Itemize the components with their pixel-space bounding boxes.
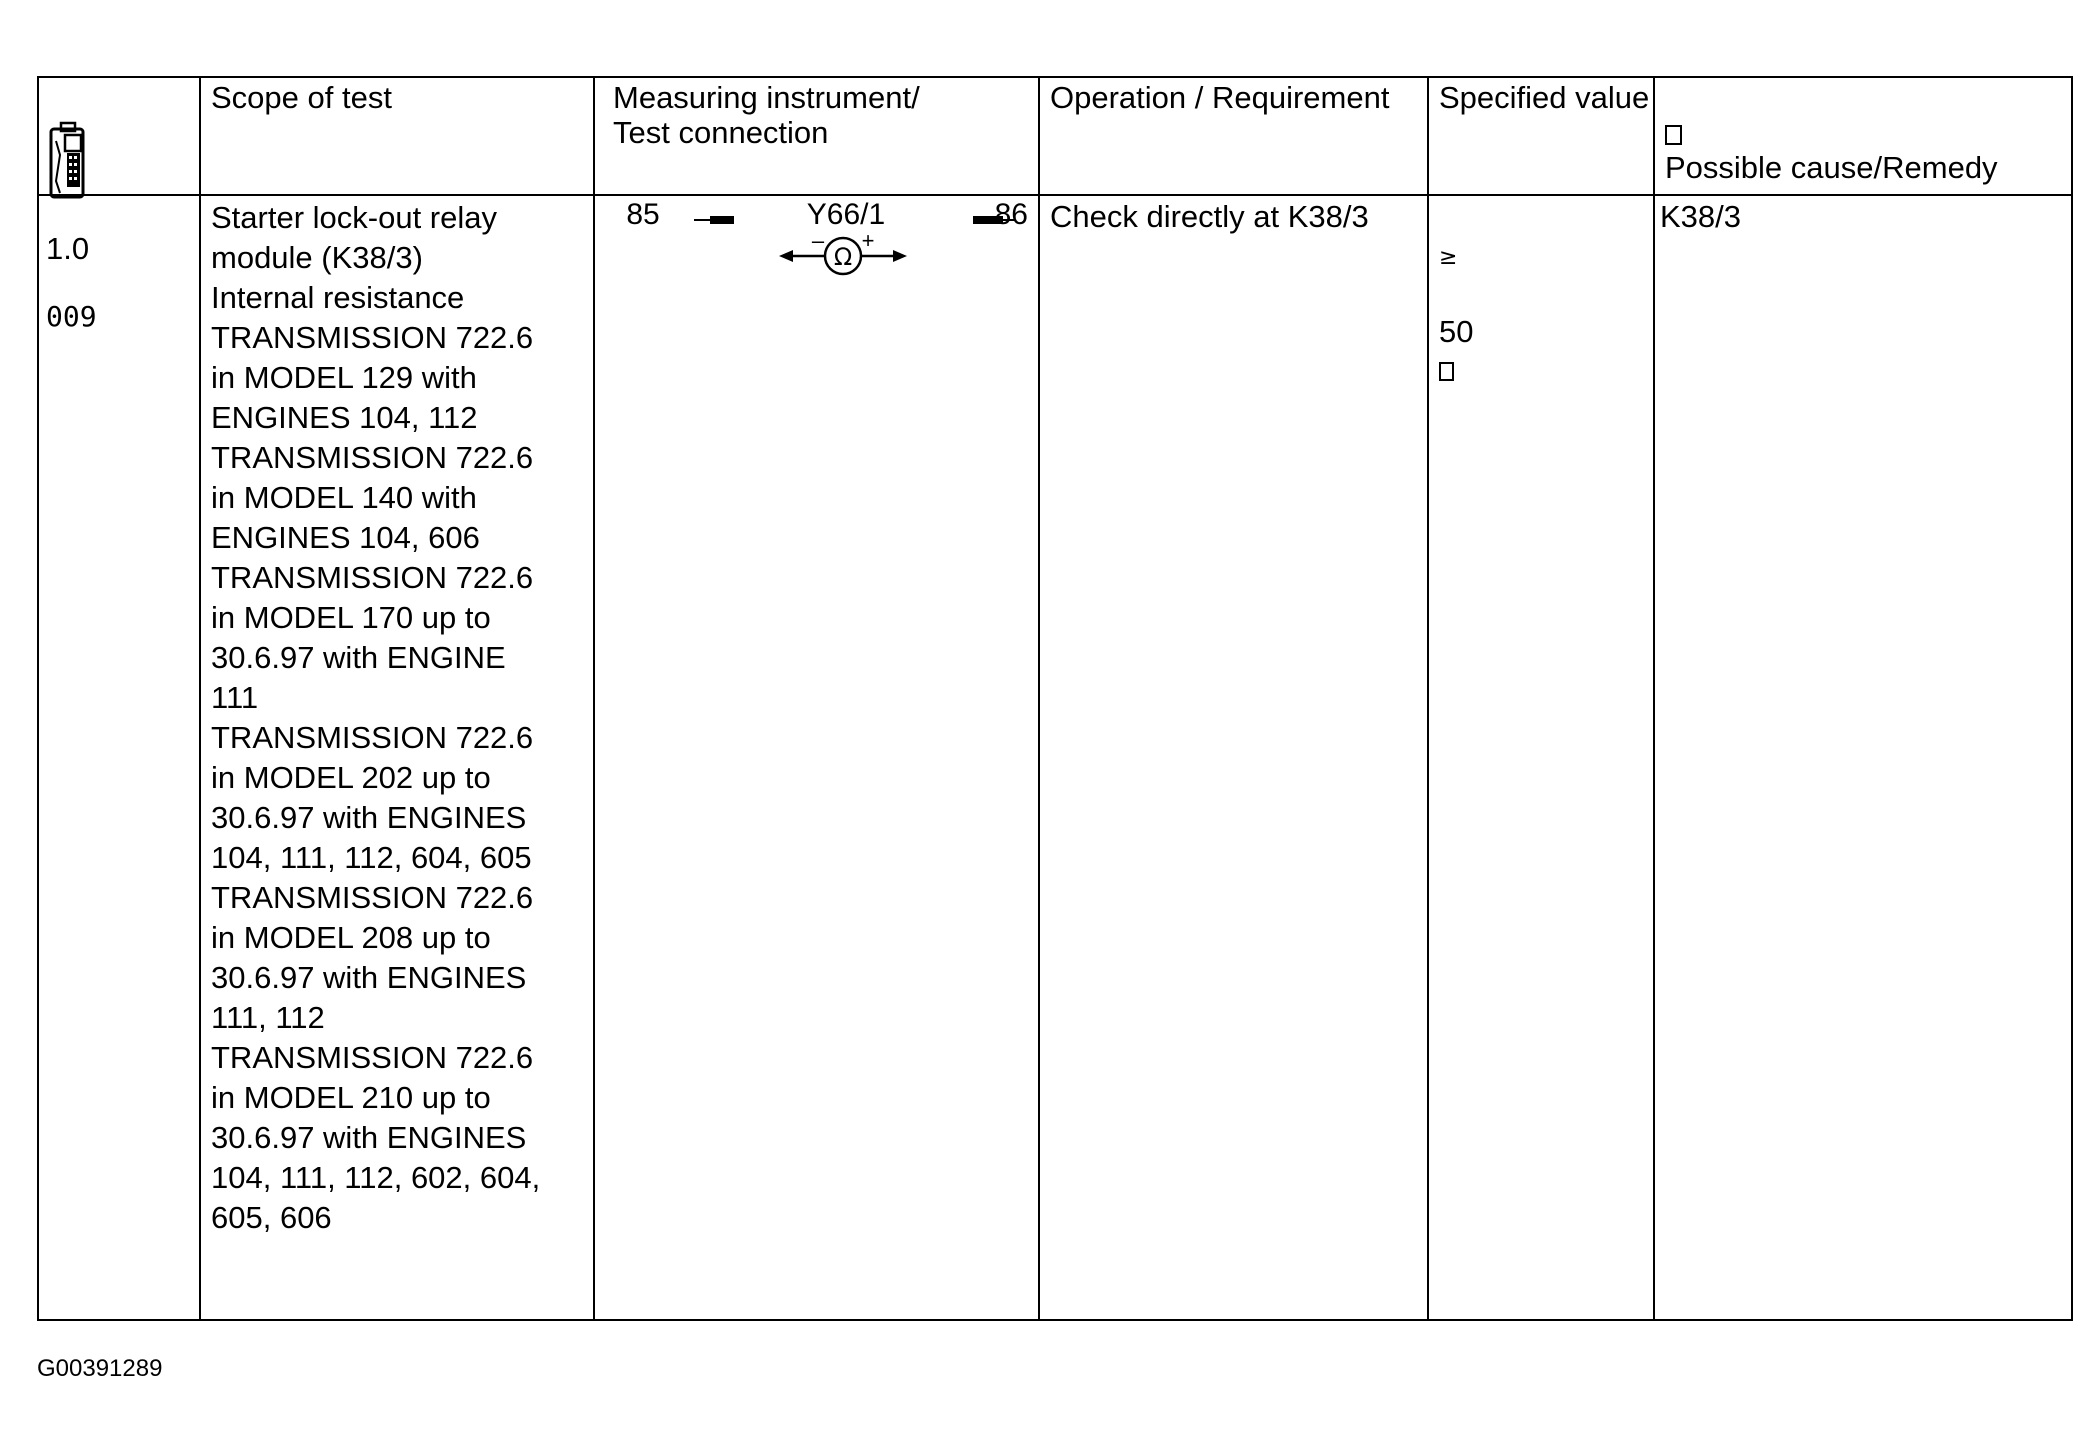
unit-box-icon: [1439, 362, 1454, 381]
scope-line: 30.6.97 with ENGINES: [211, 1120, 527, 1155]
ohm-symbol: Ω: [833, 243, 853, 271]
specified-value: [1439, 198, 1473, 387]
scope-line: TRANSMISSION 722.6: [211, 1040, 534, 1075]
scope-line: 104, 111, 112, 604, 605: [211, 840, 532, 875]
specified-value-number: 50: [1439, 314, 1474, 349]
header-operation: Operation / Requirement: [1050, 80, 1390, 115]
pin-left-label: 85: [626, 198, 660, 231]
greater-or-equal-sign: ≥: [1439, 245, 1458, 270]
scope-line: in MODEL 129 with: [211, 360, 477, 395]
column-divider: [199, 78, 201, 1319]
scope-line: 30.6.97 with ENGINES: [211, 960, 527, 995]
scope-line: 111, 112: [211, 1000, 325, 1035]
scope-line: TRANSMISSION 722.6: [211, 560, 534, 595]
scope-line: ENGINES 104, 112: [211, 400, 478, 435]
tester-icon: [48, 84, 90, 207]
scope-of-test: [211, 198, 540, 1238]
scope-line: 111: [211, 680, 259, 715]
header-specified-value: Specified value: [1439, 80, 1650, 115]
scope-line: in MODEL 210 up to: [211, 1080, 491, 1115]
column-divider: [1427, 78, 1429, 1319]
scope-line: TRANSMISSION 722.6: [211, 720, 534, 755]
arrow-left-icon: [779, 250, 793, 262]
scope-line: Internal resistance: [211, 280, 465, 315]
test-table: [37, 76, 2073, 1321]
column-divider: [593, 78, 595, 1319]
header-remedy-label: Possible cause/Remedy: [1665, 150, 1998, 185]
scope-line: in MODEL 208 up to: [211, 920, 491, 955]
test-code: 009: [46, 300, 97, 333]
operation-requirement: Check directly at K38/3: [1050, 199, 1369, 234]
header-instrument: Measuring instrument/ Test connection: [613, 80, 920, 150]
ohmmeter-diagram: [603, 196, 1035, 276]
test-number: 1.0: [46, 231, 90, 266]
plus-sign: +: [861, 228, 875, 253]
scope-line: 605, 606: [211, 1200, 332, 1235]
pin-right-label: 86: [994, 198, 1028, 231]
scope-line: 104, 111, 112, 602, 604,: [211, 1160, 541, 1195]
scope-line: in MODEL 170 up to: [211, 600, 491, 635]
test-number-cell: [46, 198, 97, 368]
checkbox-icon: [1665, 125, 1682, 145]
arrow-right-icon: [893, 250, 907, 262]
scope-line: TRANSMISSION 722.6: [211, 440, 534, 475]
column-divider: [1038, 78, 1040, 1319]
scope-line: 30.6.97 with ENGINE: [211, 640, 506, 675]
component-label: Y66/1: [806, 198, 886, 231]
scope-line: TRANSMISSION 722.6: [211, 320, 534, 355]
scope-line: ENGINES 104, 606: [211, 520, 480, 555]
header-scope: Scope of test: [211, 80, 392, 115]
column-divider: [1653, 78, 1655, 1319]
scope-line: Starter lock-out relay: [211, 200, 497, 235]
scope-line: 30.6.97 with ENGINES: [211, 800, 527, 835]
minus-sign: –: [811, 228, 825, 253]
figure-code: G00391289: [37, 1355, 163, 1382]
instrument-connection: [603, 196, 1035, 276]
possible-cause-remedy: K38/3: [1660, 199, 1742, 234]
probe-tip-left: [710, 216, 734, 224]
header-remedy: [1665, 80, 1998, 185]
scope-line: module (K38/3): [211, 240, 423, 275]
scope-line: in MODEL 140 with: [211, 480, 477, 515]
scope-line: TRANSMISSION 722.6: [211, 880, 534, 915]
scope-line: in MODEL 202 up to: [211, 760, 491, 795]
header-divider: [39, 194, 2071, 196]
